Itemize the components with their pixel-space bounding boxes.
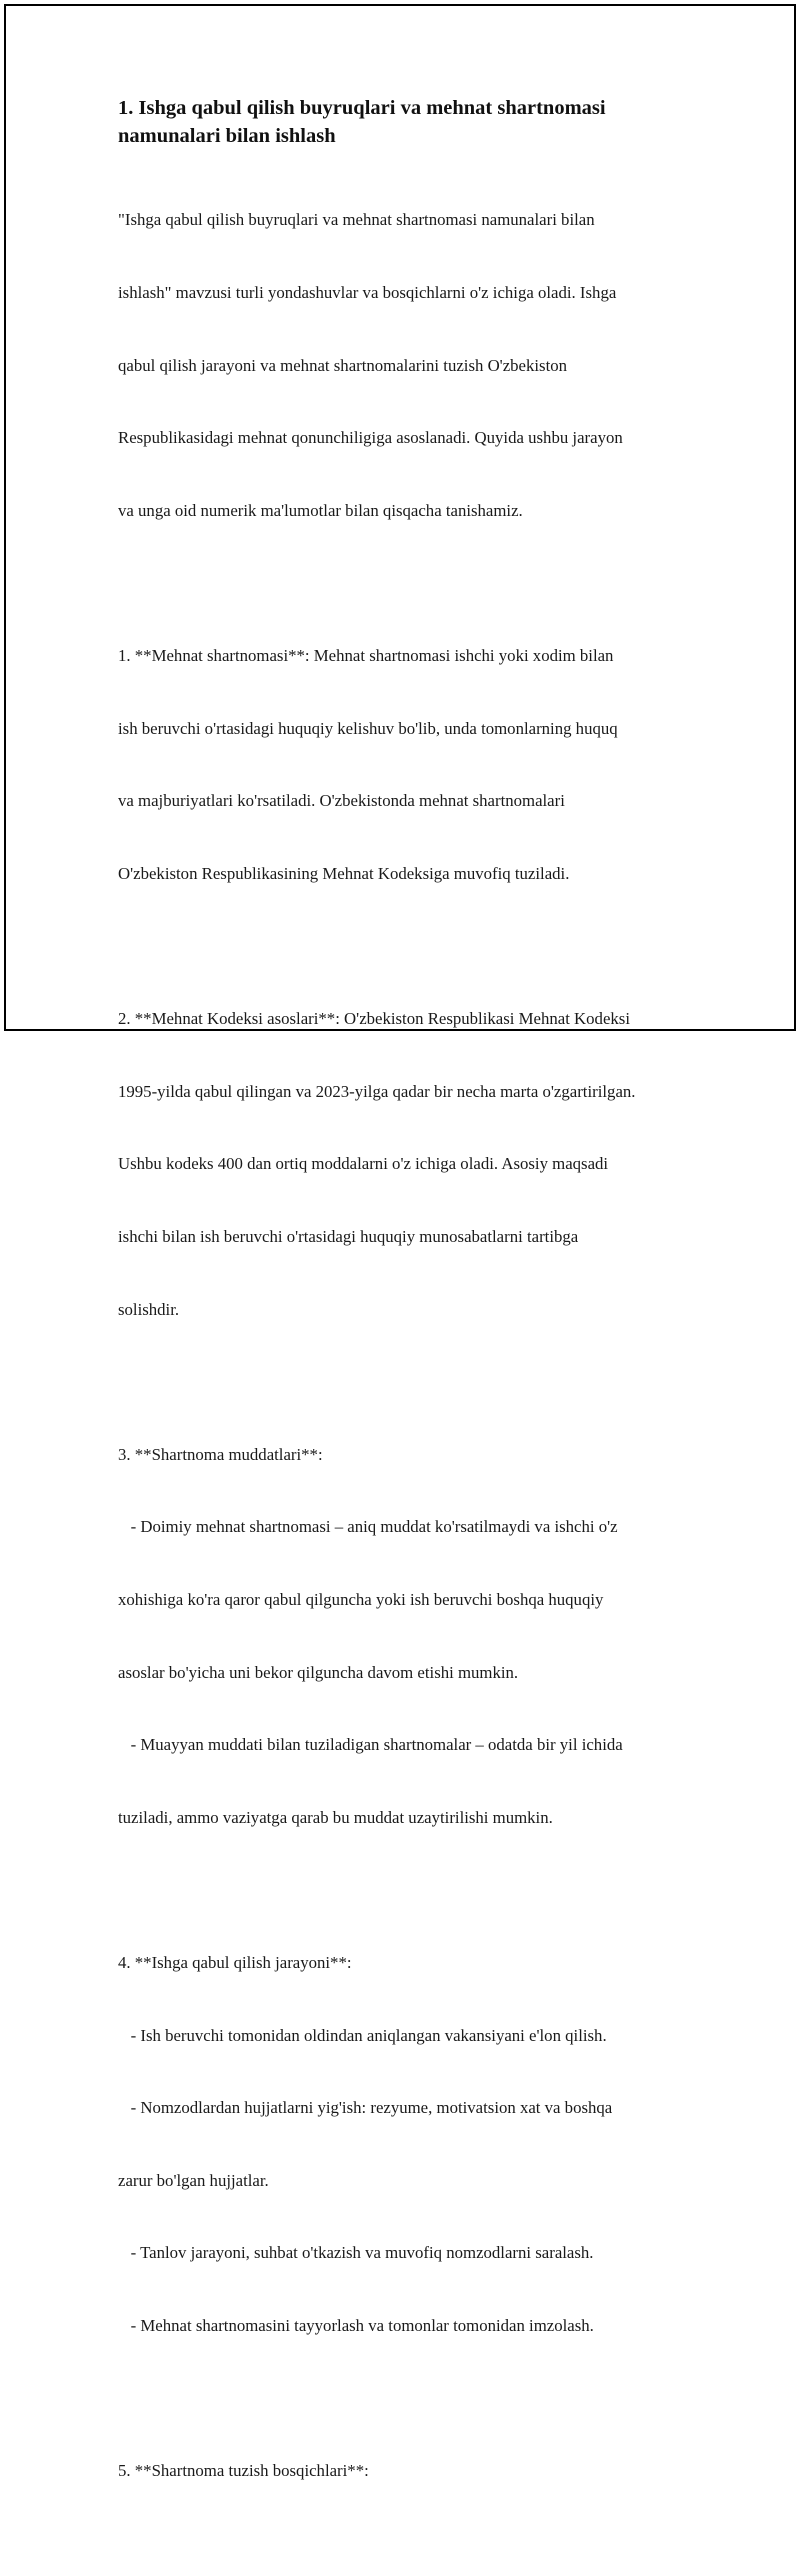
document-title [118,94,708,150]
text-line: 3. **Shartnoma muddatlari**: [118,1444,323,1464]
text-line: tuziladi, ammo vaziyatga qarab bu muddat uzaytirilishi mumkin. [118,1807,553,1827]
title-line: namunalari bilan ishlash [118,125,336,147]
text-line: solishdir. [118,1299,180,1319]
text-line: 2. **Mehnat Kodeksi asoslari**: O'zbekiston Respublikasi Mehnat Kodeksi [118,1009,630,1029]
section-4-paragraph [118,1903,708,2387]
text-line: "Ishga qabul qilish buyruqlari va mehnat shartnomasi namunalari bilan [118,210,595,230]
text-line: Ushbu kodeks 400 dan ortiq moddalarni o'z ichiga oladi. Asosiy maqsadi [118,1154,609,1174]
text-line: - Ish beruvchi tomonidan oldindan aniqlangan vakansiyani e'lon qilish. [118,2025,607,2045]
text-line: ishlash" mavzusi turli yondashuvlar va bosqichlarni o'z ichiga oladi. Ishga [118,283,617,303]
section-5-paragraph [118,2411,708,2532]
text-line: 1. **Mehnat shartnomasi**: Mehnat shartnomasi ishchi yoki xodim bilan [118,646,614,666]
text-line: - Nomzodlardan hujjatlarni yig'ish: rezyume, motivatsion xat va boshqa [118,2098,613,2118]
text-line: 1995-yilda qabul qilingan va 2023-yilga qadar bir necha marta o'zgartirilgan. [118,1081,636,1101]
text-line: - Muayyan muddati bilan tuziladigan shartnomalar – odatda bir yil ichida [118,1735,623,1755]
text-line: 5. **Shartnoma tuzish bosqichlari**: [118,2461,369,2481]
text-line: ish beruvchi o'rtasidagi huquqiy kelishuv bo'lib, unda tomonlarning huquq [118,718,618,738]
text-line: - Doimiy mehnat shartnomasi – aniq muddat ko'rsatilmaydi va ishchi o'z [118,1517,618,1537]
text-line: xohishiga ko'ra qaror qabul qilguncha yoki ish beruvchi boshqa huquqiy [118,1589,604,1609]
text-line: asoslar bo'yicha uni bekor qilguncha davom etishi mumkin. [118,1662,519,1682]
section-2-paragraph [118,959,708,1370]
text-line: zarur bo'lgan hujjatlar. [118,2170,269,2190]
text-line: - Tanlov jarayoni, suhbat o'tkazish va muvofiq nomzodlarni saralash. [118,2243,594,2263]
text-line: 4. **Ishga qabul qilish jarayoni**: [118,1952,352,1972]
text-line: - Mehnat shartnomasini tayyorlash va tomonlar tomonidan imzolash. [118,2316,594,2336]
text-line: va unga oid numerik ma'lumotlar bilan qisqacha tanishamiz. [118,500,523,520]
section-1-paragraph [118,596,708,935]
text-line: O'zbekiston Respublikasining Mehnat Kodeksiga muvofiq tuziladi. [118,863,570,883]
text-line: va majburiyatlari ko'rsatiladi. O'zbekistonda mehnat shartnomalari [118,791,565,811]
document-body [118,94,708,2556]
intro-paragraph [118,160,708,571]
title-line: 1. Ishga qabul qilish buyruqlari va mehnat shartnomasi [118,97,606,119]
text-line: Respublikasidagi mehnat qonunchiligiga asoslanadi. Quyida ushbu jarayon [118,428,623,448]
section-3-paragraph [118,1394,708,1878]
text-line: ishchi bilan ish beruvchi o'rtasidagi huquqiy munosabatlarni tartibga [118,1226,579,1246]
text-line: qabul qilish jarayoni va mehnat shartnomalarini tuzish O'zbekiston [118,355,568,375]
